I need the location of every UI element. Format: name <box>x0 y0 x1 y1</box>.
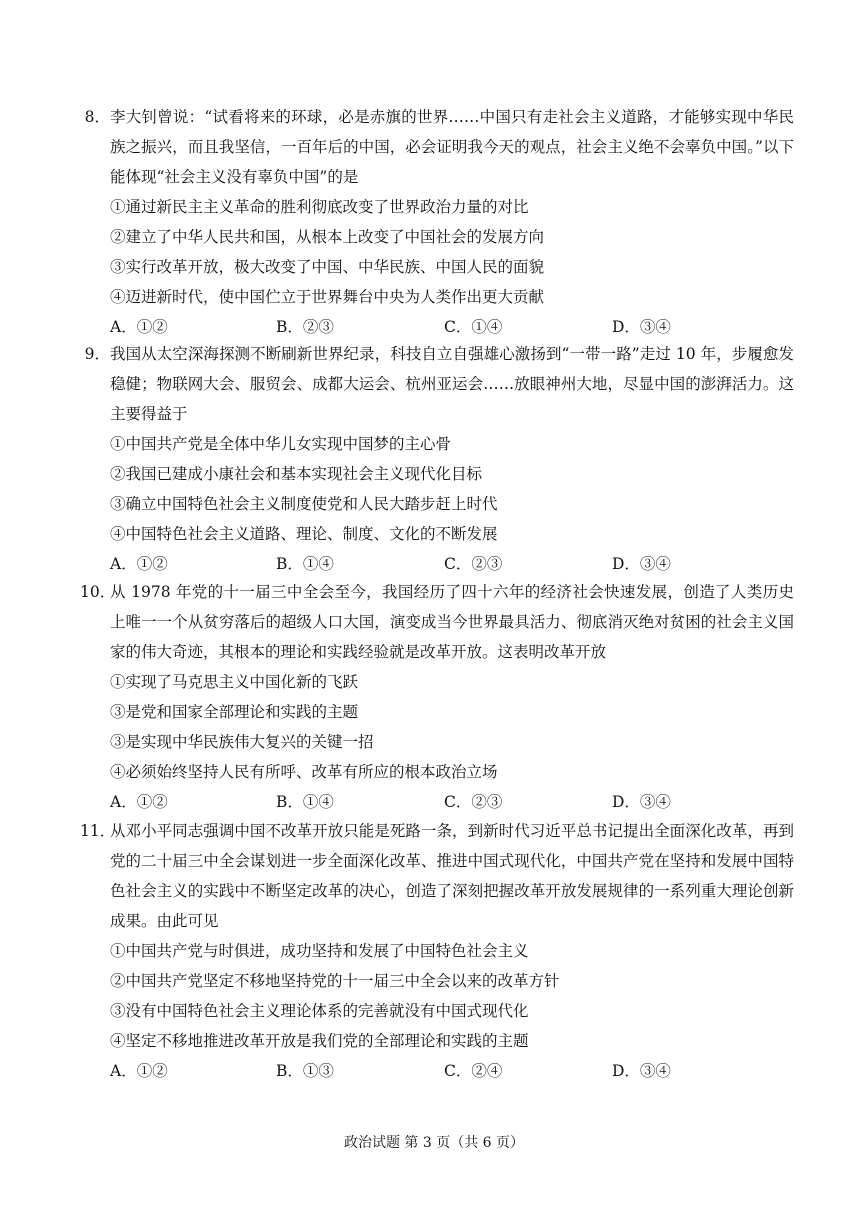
statement-option: ②中国共产党坚定不移地坚持党的十一届三中全会以来的改革方针 <box>110 972 560 990</box>
statement-option: ③没有中国特色社会主义理论体系的完善就没有中国式现代化 <box>110 1002 529 1020</box>
statement-option: ④坚定不移地推进改革开放是我们党的全部理论和实践的主题 <box>110 1032 529 1050</box>
question-stem: 我国从太空深海探测不断刷新世界纪录，科技自立自强雄心激扬到“一带一路”走过 10 年，步履愈发稳健；物联网大会、服贸会、成都大运会、杭州亚运会……放眼神州大地，尽显中国的澎湃活力。这主要得益于 <box>110 345 794 423</box>
answer-choices <box>80 549 794 579</box>
choice-b: B．②③ <box>276 318 334 336</box>
statement-option: ④迈进新时代，使中国伫立于世界舞台中央为人类作出更大贡献 <box>110 288 545 306</box>
statement-option: ①中国共产党与时俱进，成功坚持和发展了中国特色社会主义 <box>110 942 529 960</box>
question-9 <box>80 339 794 579</box>
statement-option: ④中国特色社会主义道路、理论、制度、文化的不断发展 <box>110 525 498 543</box>
statement-option: ③确立中国特色社会主义制度使党和人民大踏步赶上时代 <box>110 495 498 513</box>
choice-a: A．①② <box>110 318 168 336</box>
statement-option: ②我国已建成小康社会和基本实现社会主义现代化目标 <box>110 465 483 483</box>
question-10 <box>80 577 794 817</box>
statement-option: ①通过新民主主义革命的胜利彻底改变了世界政治力量的对比 <box>110 198 529 216</box>
choice-c: C．②③ <box>444 555 503 573</box>
question-number: 9． <box>84 345 110 363</box>
choice-d: D．③④ <box>612 555 671 573</box>
choice-c: C．①④ <box>444 318 503 336</box>
choice-c: C．②③ <box>444 793 503 811</box>
choice-a: A．①② <box>110 793 168 811</box>
choice-d: D．③④ <box>612 1062 671 1080</box>
question-11 <box>80 816 794 1086</box>
question-stem: 从邓小平同志强调中国不改革开放只能是死路一条，到新时代习近平总书记提出全面深化改革，再到党的二十届三中全会谋划进一步全面深化改革、推进中国式现代化，中国共产党在坚持和发展中国特色社会主义的实践中不断坚定改革的决心，创造了深刻把握改革开放发展规律的一系列重大理论创新成果。由此可见 <box>110 822 794 930</box>
choice-d: D．③④ <box>612 793 671 811</box>
choice-d: D．③④ <box>612 318 671 336</box>
statement-option: ①中国共产党是全体中华儿女实现中国梦的主心骨 <box>110 435 452 453</box>
statement-option: ④必须始终坚持人民有所呼、改革有所应的根本政治立场 <box>110 763 498 781</box>
answer-choices <box>80 312 794 342</box>
choice-a: A．①② <box>110 555 168 573</box>
question-number: 8． <box>84 108 110 126</box>
question-8 <box>80 102 794 342</box>
statement-option: ①实现了马克思主义中国化新的飞跃 <box>110 673 359 691</box>
statement-option: ②建立了中华人民共和国，从根本上改变了中国社会的发展方向 <box>110 228 545 246</box>
choice-b: B．①④ <box>276 555 334 573</box>
statement-option: ③是实现中华民族伟大复兴的关键一招 <box>110 733 374 751</box>
page-footer: 政治试题 第 3 页（共 6 页） <box>343 1135 525 1151</box>
statement-option: ③实行改革开放，极大改变了中国、中华民族、中国人民的面貌 <box>110 258 545 276</box>
choice-a: A．①② <box>110 1062 168 1080</box>
answer-choices <box>80 1056 794 1086</box>
question-number: 10． <box>80 583 116 601</box>
choice-b: B．①③ <box>276 1062 334 1080</box>
choice-c: C．②④ <box>444 1062 503 1080</box>
choice-b: B．①④ <box>276 793 334 811</box>
statement-option: ③是党和国家全部理论和实践的主题 <box>110 703 359 721</box>
question-stem: 李大钊曾说：“试看将来的环球，必是赤旗的世界……中国只有走社会主义道路，才能够实现中华民族之振兴，而且我坚信，一百年后的中国，必会证明我今天的观点，社会主义绝不会辜负中国。”以下能体现“社会主义没有辜负中国”的是 <box>110 108 794 186</box>
answer-choices <box>80 787 794 817</box>
question-stem: 从 1978 年党的十一届三中全会至今，我国经历了四十六年的经济社会快速发展，创造了人类历史上唯一一个从贫穷落后的超级人口大国，演变成当今世界最具活力、彻底消灭绝对贫困的社会主义国家的伟大奇迹，其根本的理论和实践经验就是改革开放。这表明改革开放 <box>110 583 794 661</box>
question-number: 11． <box>80 822 116 840</box>
